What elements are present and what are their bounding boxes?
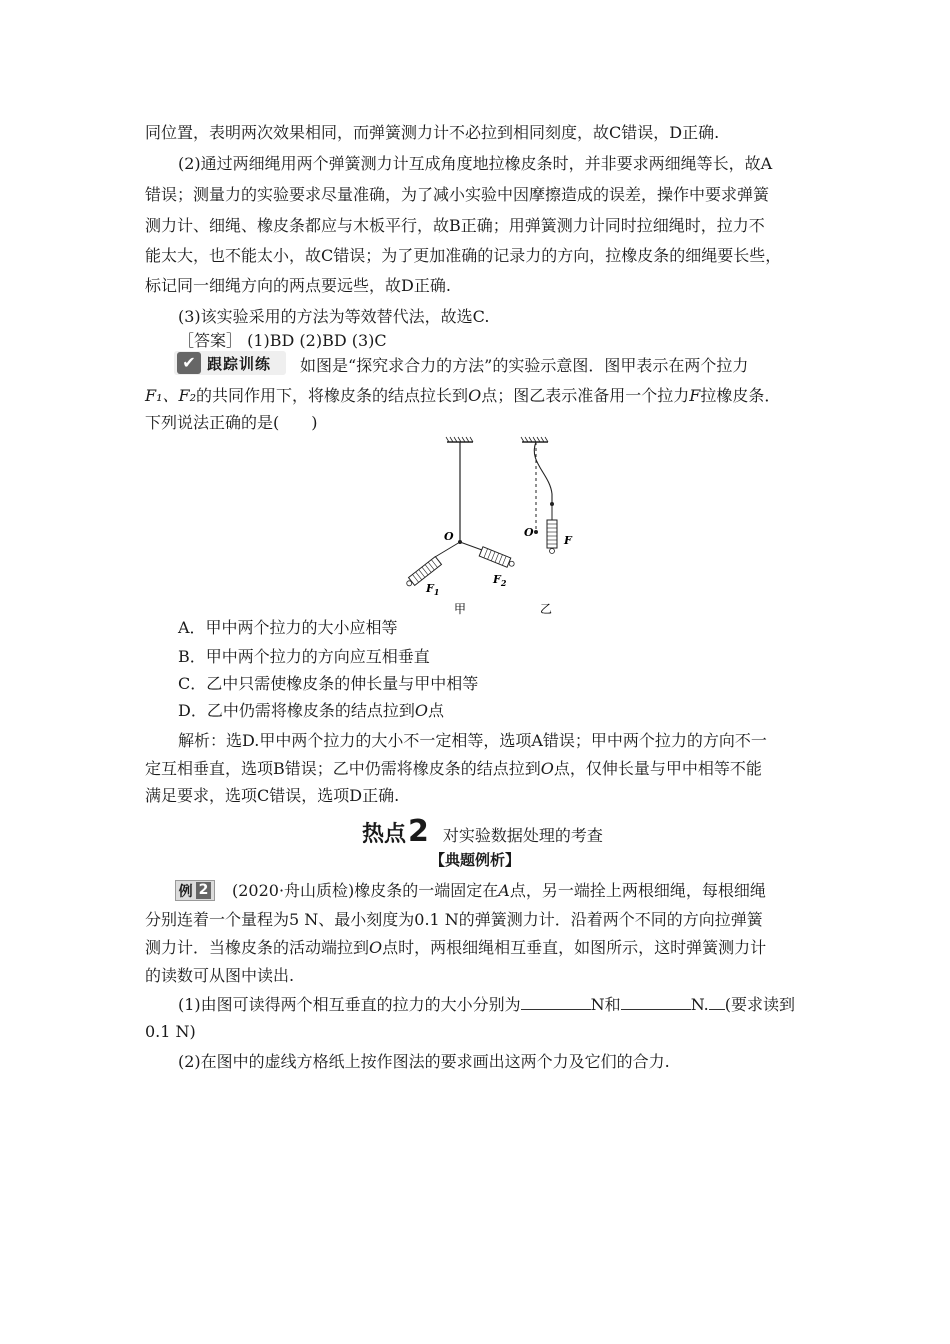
example-badge: 例 2 bbox=[175, 880, 215, 901]
hotspot-number: 2 bbox=[408, 814, 429, 849]
check-icon: ✔ bbox=[177, 352, 201, 374]
spring-scale-f2 bbox=[479, 547, 516, 570]
caption-right: 乙 bbox=[540, 602, 553, 616]
rubber-band-right bbox=[534, 442, 552, 504]
text-line: (3)该实验采用的方法为等效替代法，故选C. bbox=[178, 307, 490, 326]
hotspot-word: 热点 bbox=[362, 822, 407, 847]
answer-blank[interactable] bbox=[521, 995, 591, 1010]
text-line: 能太大，也不能太小，故C错误；为了更加准确的记录力的方向，拉橡皮条的细绳要长些， bbox=[145, 246, 782, 265]
question-1-line: (1)由图可读得两个相互垂直的拉力的大小分别为 N和 N. (要求读到 bbox=[178, 995, 795, 1014]
example-line: 测力计．当橡皮条的活动端拉到O点时，两根细绳相互垂直，如图所示，这时弹簧测力计 bbox=[145, 938, 767, 957]
example-line: 的读数可从图中读出. bbox=[145, 966, 295, 985]
spring-scale-f1 bbox=[404, 557, 441, 589]
question-1-line: 0.1 N) bbox=[145, 1022, 196, 1041]
rope-f1 bbox=[435, 542, 460, 557]
example-line: (2020·舟山质检)橡皮条的一端固定在A点，另一端拴上两根细绳，每根细绳 bbox=[232, 881, 766, 900]
option-c: C．乙中只需使橡皮条的伸长量与甲中相等 bbox=[178, 674, 479, 693]
answer-line: ［答案］ (1)BD (2)BD (3)C bbox=[178, 331, 387, 350]
text-line: 标记同一细绳方向的两点要远些，故D正确. bbox=[145, 276, 451, 295]
text-line: 错误；测量力的实验要求尽量准确，为了减小实验中因摩擦造成的误差，操作中要求弹簧 bbox=[145, 185, 770, 204]
label-f: F bbox=[564, 534, 572, 547]
ceiling-mount-right bbox=[521, 437, 548, 442]
spring-scale-f bbox=[547, 520, 557, 554]
option-b: B．甲中两个拉力的方向应互相垂直 bbox=[178, 647, 430, 666]
label-o-right: O bbox=[524, 526, 534, 539]
label-f2: $F_2$ bbox=[493, 573, 507, 588]
hotspot-subtitle: 对实验数据处理的考查 bbox=[442, 826, 603, 845]
answer-blank[interactable] bbox=[621, 995, 691, 1010]
analysis-line: 满足要求，选项C错误，选项D正确. bbox=[145, 786, 400, 805]
label-f1: $F_1$ bbox=[426, 582, 440, 597]
caption-left: 甲 bbox=[454, 602, 467, 616]
text-line: 测力计、细绳、橡皮条都应与木板平行，故B正确；用弹簧测力计同时拉细绳时，拉力不 bbox=[145, 216, 765, 235]
text-line: 同位置，表明两次效果相同，而弹簧测力计不必拉到相同刻度，故C错误，D正确. bbox=[145, 123, 720, 142]
text-line: (2)通过两细绳用两个弹簧测力计互成角度地拉橡皮条时，并非要求两细绳等长，故A bbox=[178, 154, 773, 173]
analysis-line: 定互相垂直，选项B错误；乙中仍需将橡皮条的结点拉到O点，仅伸长量与甲中相等不能 bbox=[145, 759, 762, 778]
question-line: 下列说法正确的是( ) bbox=[145, 413, 318, 432]
option-a: A．甲中两个拉力的大小应相等 bbox=[178, 618, 398, 637]
point-o-right bbox=[534, 530, 538, 534]
question-2-line: (2)在图中的虚线方格纸上按作图法的要求画出这两个力及它们的合力. bbox=[178, 1052, 670, 1071]
label-o-left: O bbox=[444, 530, 454, 543]
rope-f2 bbox=[460, 542, 482, 550]
underline-mark bbox=[709, 995, 725, 1010]
question-line: F₁、F₂的共同作用下，将橡皮条的结点拉长到O点；图乙表示准备用一个拉力F拉橡皮条． bbox=[145, 386, 781, 405]
ceiling-mount-left bbox=[446, 437, 473, 442]
example-line: 分别连着一个量程为5 N、最小刻度为0.1 N的弹簧测力计．沿着两个不同的方向拉弹簧 bbox=[145, 910, 763, 929]
option-d: D．乙中仍需将橡皮条的结点拉到O点 bbox=[178, 701, 444, 720]
training-badge-label: 跟踪训练 bbox=[207, 354, 272, 373]
section-title: 【典题例析】 bbox=[429, 851, 520, 869]
hotspot-heading bbox=[362, 814, 603, 849]
experiment-figure bbox=[400, 432, 600, 622]
analysis-line: 解析：选D.甲中两个拉力的大小不一定相等，选项A错误；甲中两个拉力的方向不一 bbox=[178, 731, 767, 750]
training-badge bbox=[174, 351, 286, 375]
question-line: 如图是“探究求合力的方法”的实验示意图．图甲表示在两个拉力 bbox=[300, 356, 749, 375]
